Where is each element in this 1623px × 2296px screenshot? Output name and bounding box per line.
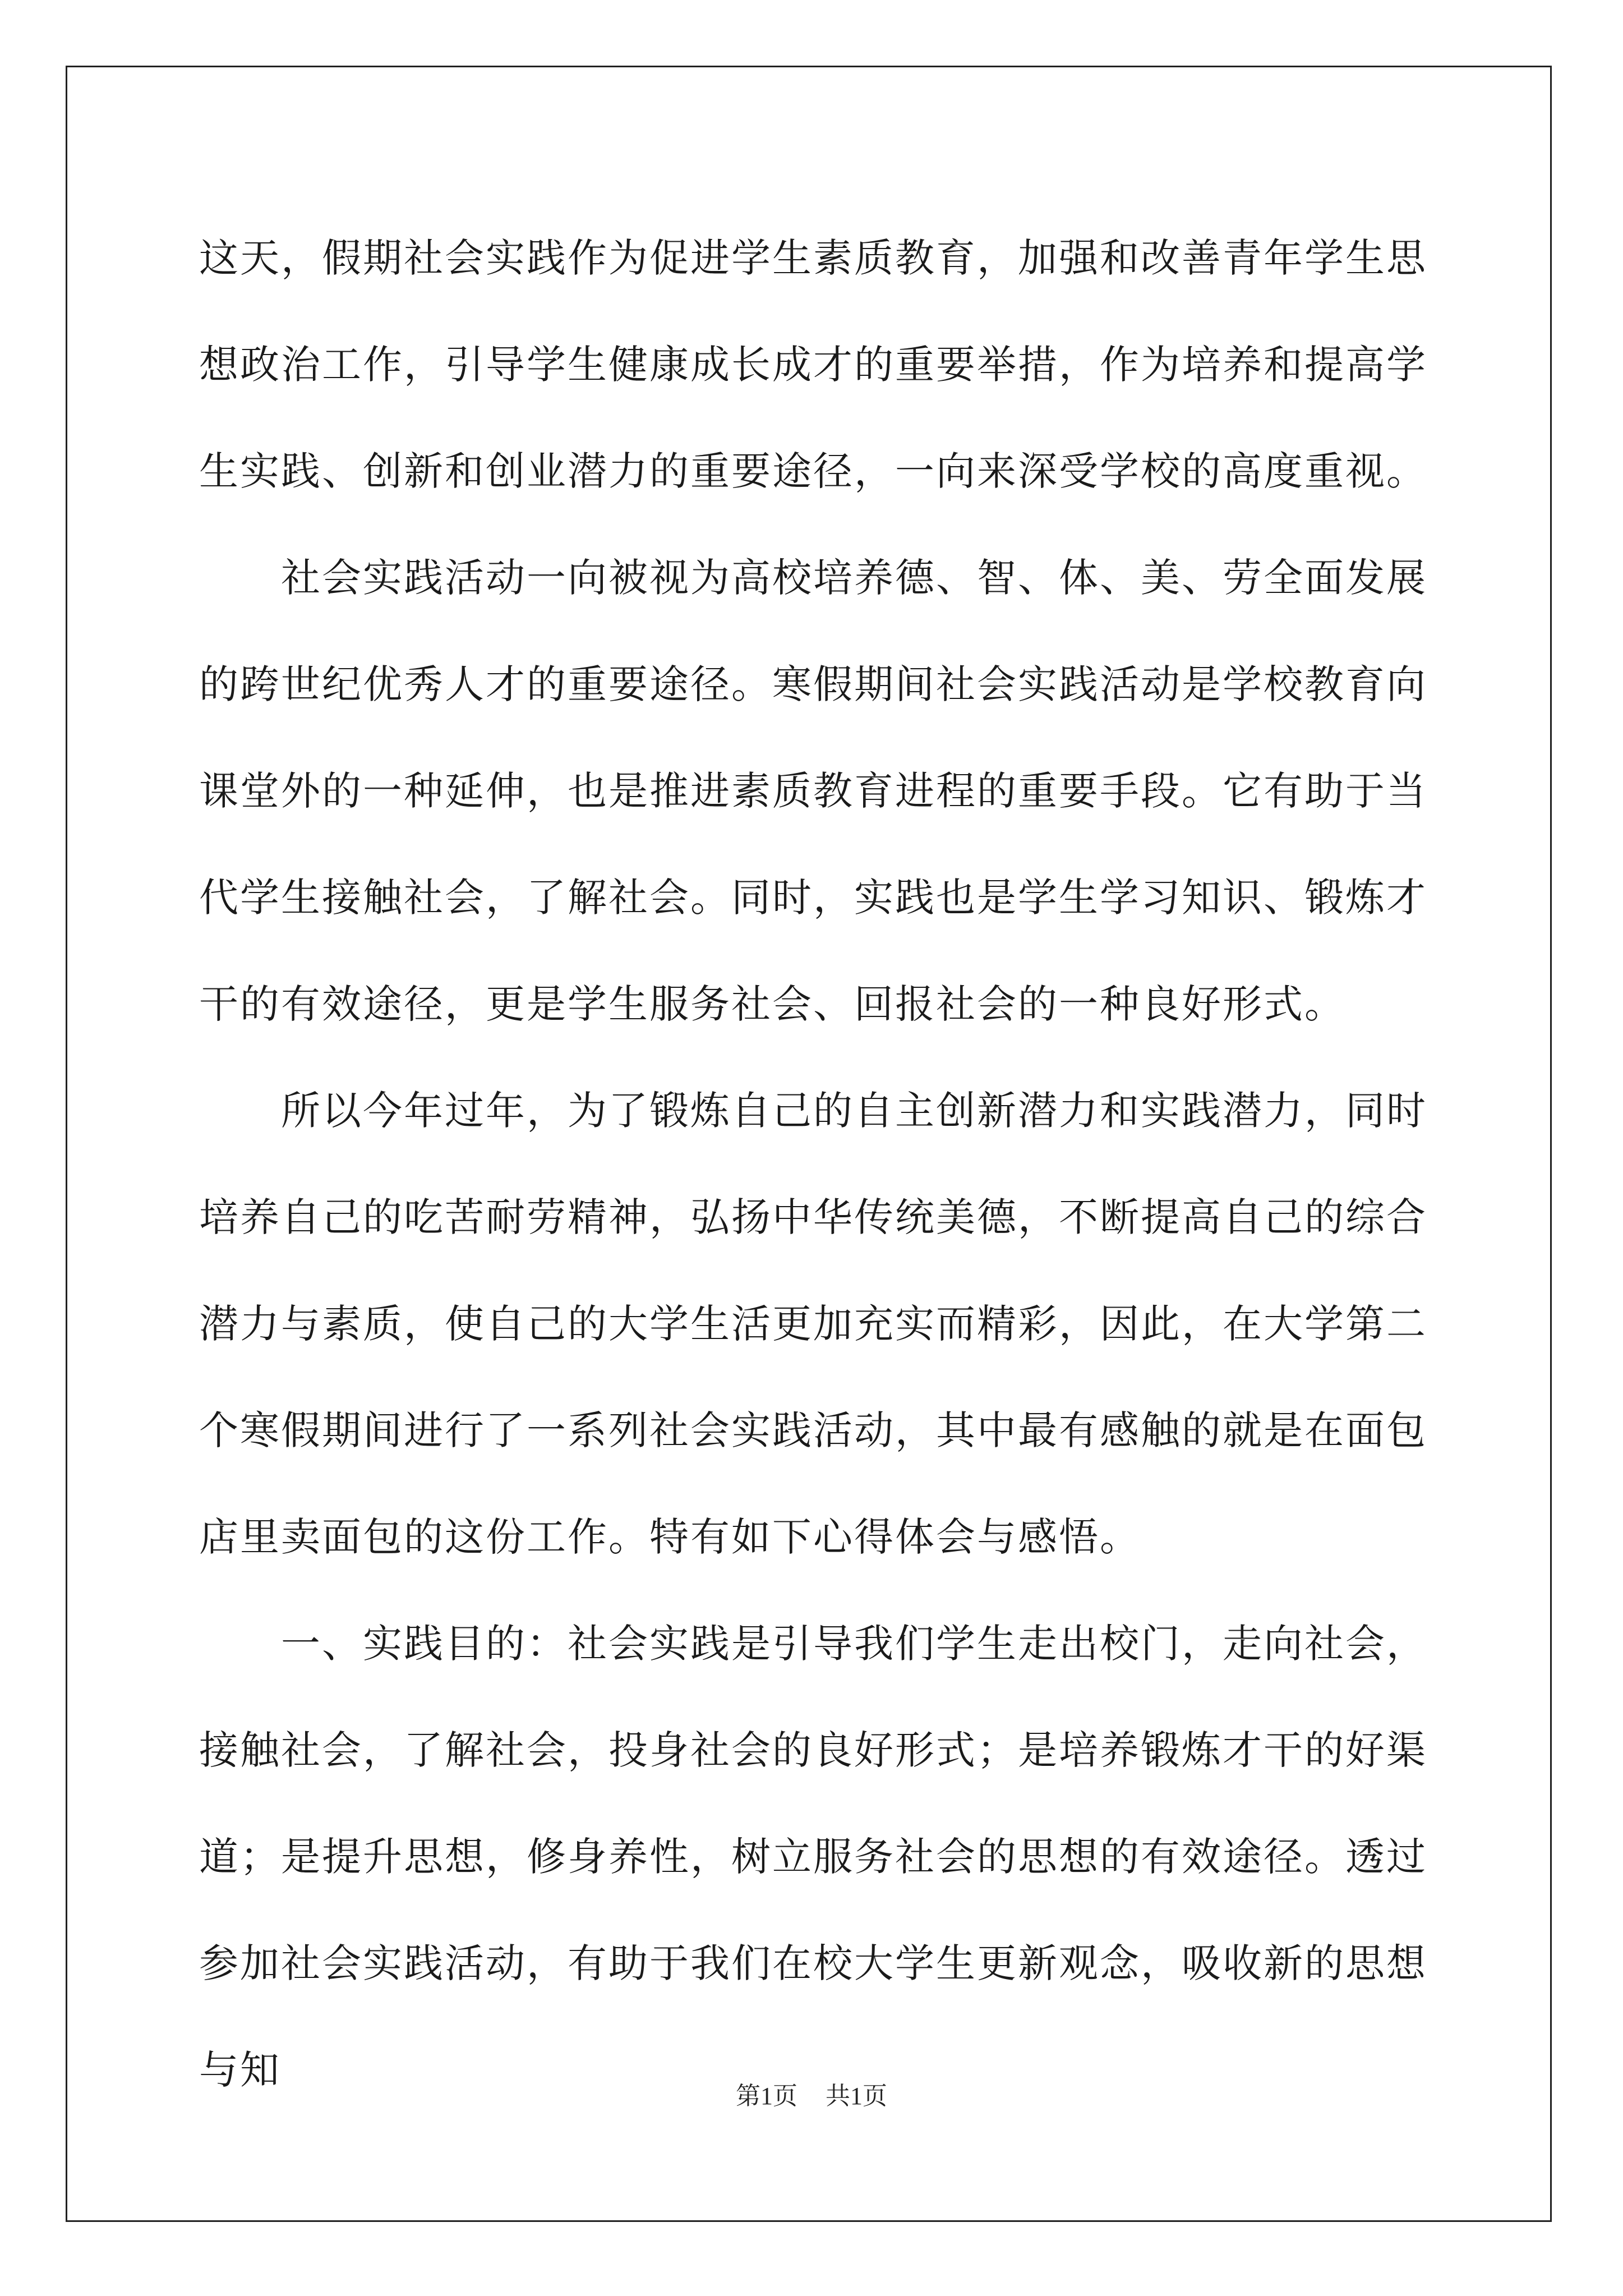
document-body [199,205,1427,2123]
page-number-total: 共1页 [826,2082,887,2110]
paragraph-1: 这天，假期社会实践作为促进学生素质教育，加强和改善青年学生思想政治工作，引导学生健康成长成才的重要举措，作为培养和提高学生实践、创新和创业潜力的重要途径，一向来深受学校的高度重视。 [199,235,1427,494]
paragraph-2: 社会实践活动一向被视为高校培养德、智、体、美、劳全面发展的跨世纪优秀人才的重要途径。寒假期间社会实践活动是学校教育向课堂外的一种延伸，也是推进素质教育进程的重要手段。它有助于当代学生接触社会，了解社会。同时，实践也是学生学习知识、锻炼才干的有效途径，更是学生服务社会、回报社会的一种良好形式。 [199,555,1427,1027]
paragraph-3: 所以今年过年，为了锻炼自己的自主创新潜力和实践潜力，同时培养自己的吃苦耐劳精神，弘扬中华传统美德，不断提高自己的综合潜力与素质，使自己的大学生活更加充实而精彩，因此，在大学第二个寒假期间进行了一系列社会实践活动，其中最有感触的就是在面包店里卖面包的这份工作。特有如下心得体会与感悟。 [199,1088,1427,1560]
page-footer [0,2076,1623,2111]
page-number-current: 第1页 [736,2082,797,2110]
paragraph-4: 一、实践目的：社会实践是引导我们学生走出校门，走向社会，接触社会，了解社会，投身社会的良好形式；是培养锻炼才干的好渠道；是提升思想，修身养性，树立服务社会的思想的有效途径。透过参加社会实践活动，有助于我们在校大学生更新观念，吸收新的思想与知 [199,1621,1427,2093]
